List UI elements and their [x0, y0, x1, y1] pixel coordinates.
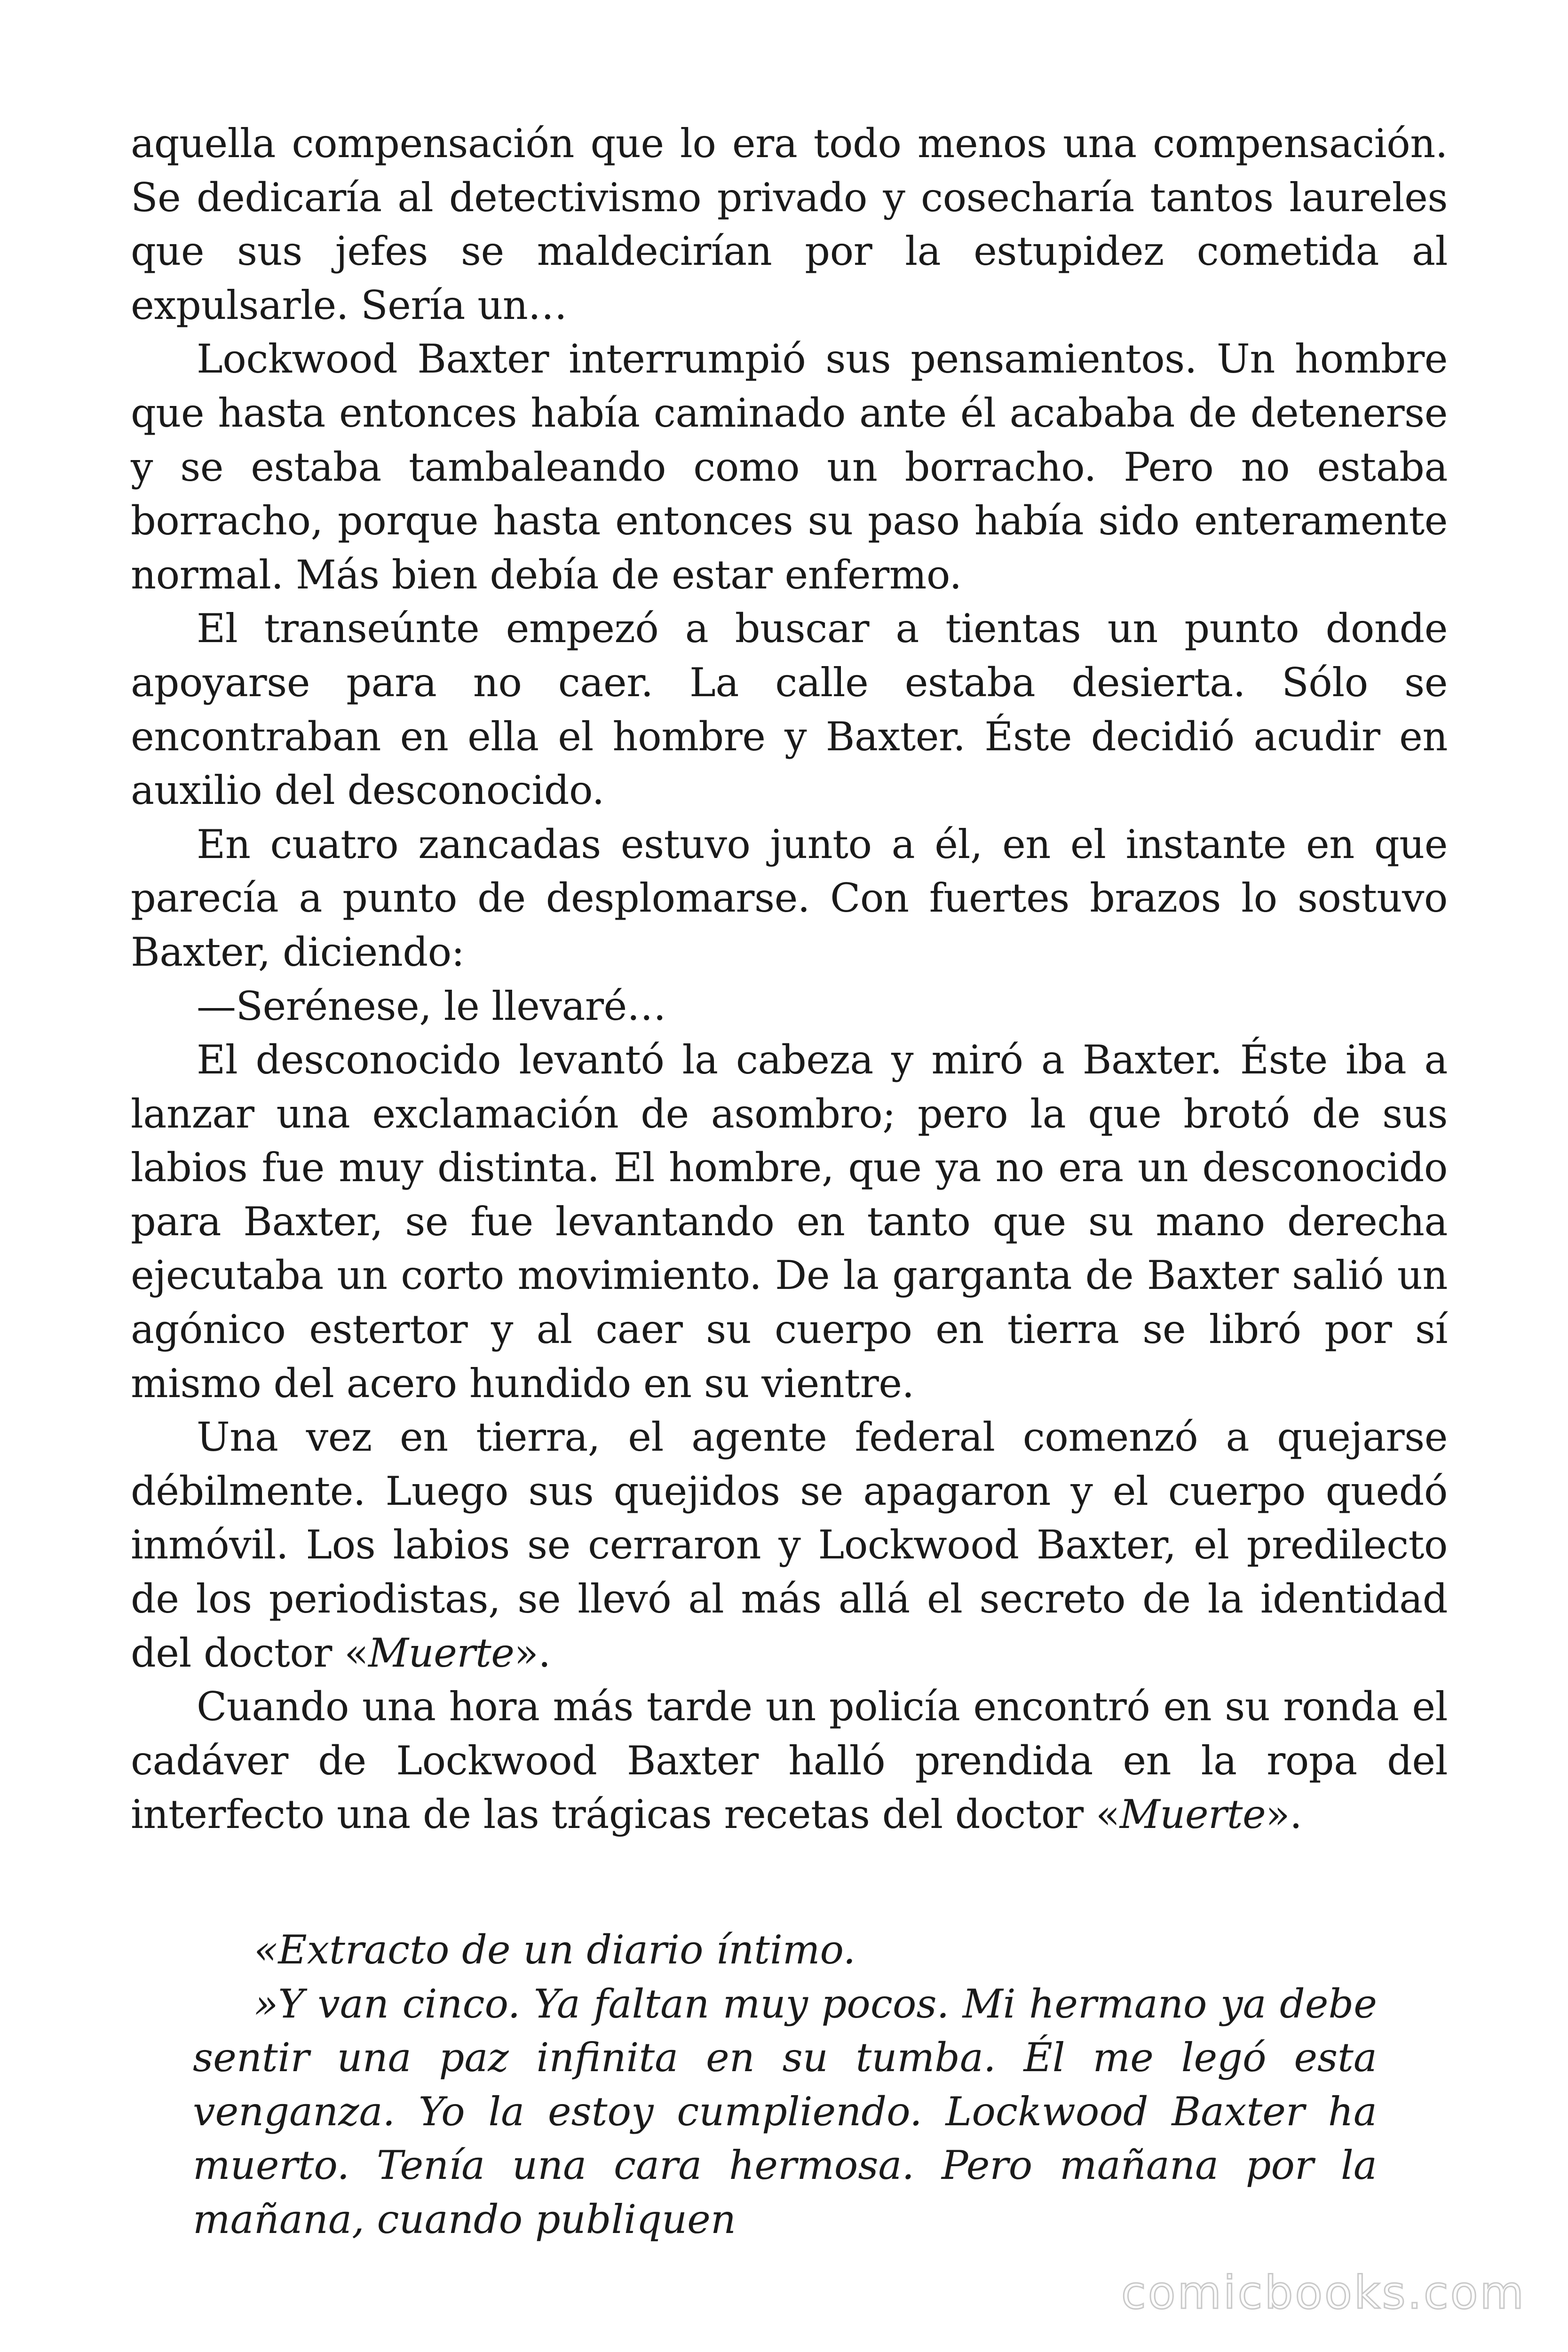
- diary-heading: «Extracto de un diario íntimo.: [254, 1927, 856, 1973]
- paragraph-8: [131, 1680, 1448, 1842]
- diary-excerpt: [193, 1923, 1377, 2247]
- paragraph-3-text: El transeúnte empezó a buscar a tientas un punto donde apoyarse para no caer. La calle estaba desierta. Sólo se encontraban en ella el hombre y Baxter. Éste decidió acudir en auxilio del desconocido.: [131, 605, 1448, 814]
- paragraph-7: [131, 1410, 1448, 1680]
- paragraph-6: [131, 1033, 1448, 1410]
- paragraph-1-text: aquella compensación que lo era todo menos una compensación. Se dedicaría al detectivismo privado y cosecharía tantos laureles que sus jefes se maldecirían por la estupidez cometida al expulsarle. Sería un…: [131, 120, 1448, 328]
- paragraph-7-text: Una vez en tierra, el agente federal comenzó a quejarse débilmente. Luego sus quejidos se apagaron y el cuerpo quedó inmóvil. Los labios se cerraron y Lockwood Baxter, el predilecto de los periodistas, se llevó al más allá el secreto de la identidad del doctor «: [131, 1414, 1448, 1676]
- paragraph-4-text: En cuatro zancadas estuvo junto a él, en el instante en que parecía a punto de desplomarse. Con fuertes brazos lo sostuvo Baxter, diciendo:: [131, 821, 1448, 975]
- paragraph-2: [131, 332, 1448, 602]
- page-body: [131, 117, 1448, 1842]
- paragraph-5-text: —Serénese, le llevaré…: [197, 983, 666, 1029]
- paragraph-5: [131, 979, 1448, 1033]
- paragraph-7-italic: Muerte: [368, 1629, 515, 1676]
- paragraph-8-after: ».: [1266, 1791, 1302, 1838]
- diary-entry: »Y van cinco. Ya faltan muy pocos. Mi hermano ya debe sentir una paz infinita en su tumba. Él me legó esta venganza. Yo la estoy cumpliendo. Lockwood Baxter ha muerto. Tenía una cara hermosa. Pero mañana por la mañana, cuando publiquen: [193, 1980, 1377, 2242]
- paragraph-6-text: El desconocido levantó la cabeza y miró a Baxter. Éste iba a lanzar una exclamación de asombro; pero la que brotó de sus labios fue muy distinta. El hombre, que ya no era un desconocido para Baxter, se fue levantando en tanto que su mano derecha ejecutaba un corto movimiento. De la garganta de Baxter salió un agónico estertor y al caer su cuerpo en tierra se libró por sí mismo del acero hundido en su vientre.: [131, 1037, 1448, 1406]
- watermark: comicbooks.com: [1121, 2266, 1526, 2319]
- paragraph-8-italic: Muerte: [1119, 1791, 1266, 1838]
- paragraph-7-after: ».: [514, 1629, 551, 1676]
- paragraph-2-text: Lockwood Baxter interrumpió sus pensamientos. Un hombre que hasta entonces había caminado ante él acababa de detenerse y se estaba tambaleando como un borracho. Pero no estaba borracho, porque hasta entonces su paso había sido enteramente normal. Más bien debía de estar enfermo.: [131, 336, 1448, 598]
- paragraph-1: [131, 117, 1448, 332]
- paragraph-3: [131, 602, 1448, 817]
- paragraph-8-text: Cuando una hora más tarde un policía encontró en su ronda el cadáver de Lockwood Baxter halló prendida en la ropa del interfecto una de las trágicas recetas del doctor «: [131, 1684, 1448, 1838]
- paragraph-4: [131, 818, 1448, 979]
